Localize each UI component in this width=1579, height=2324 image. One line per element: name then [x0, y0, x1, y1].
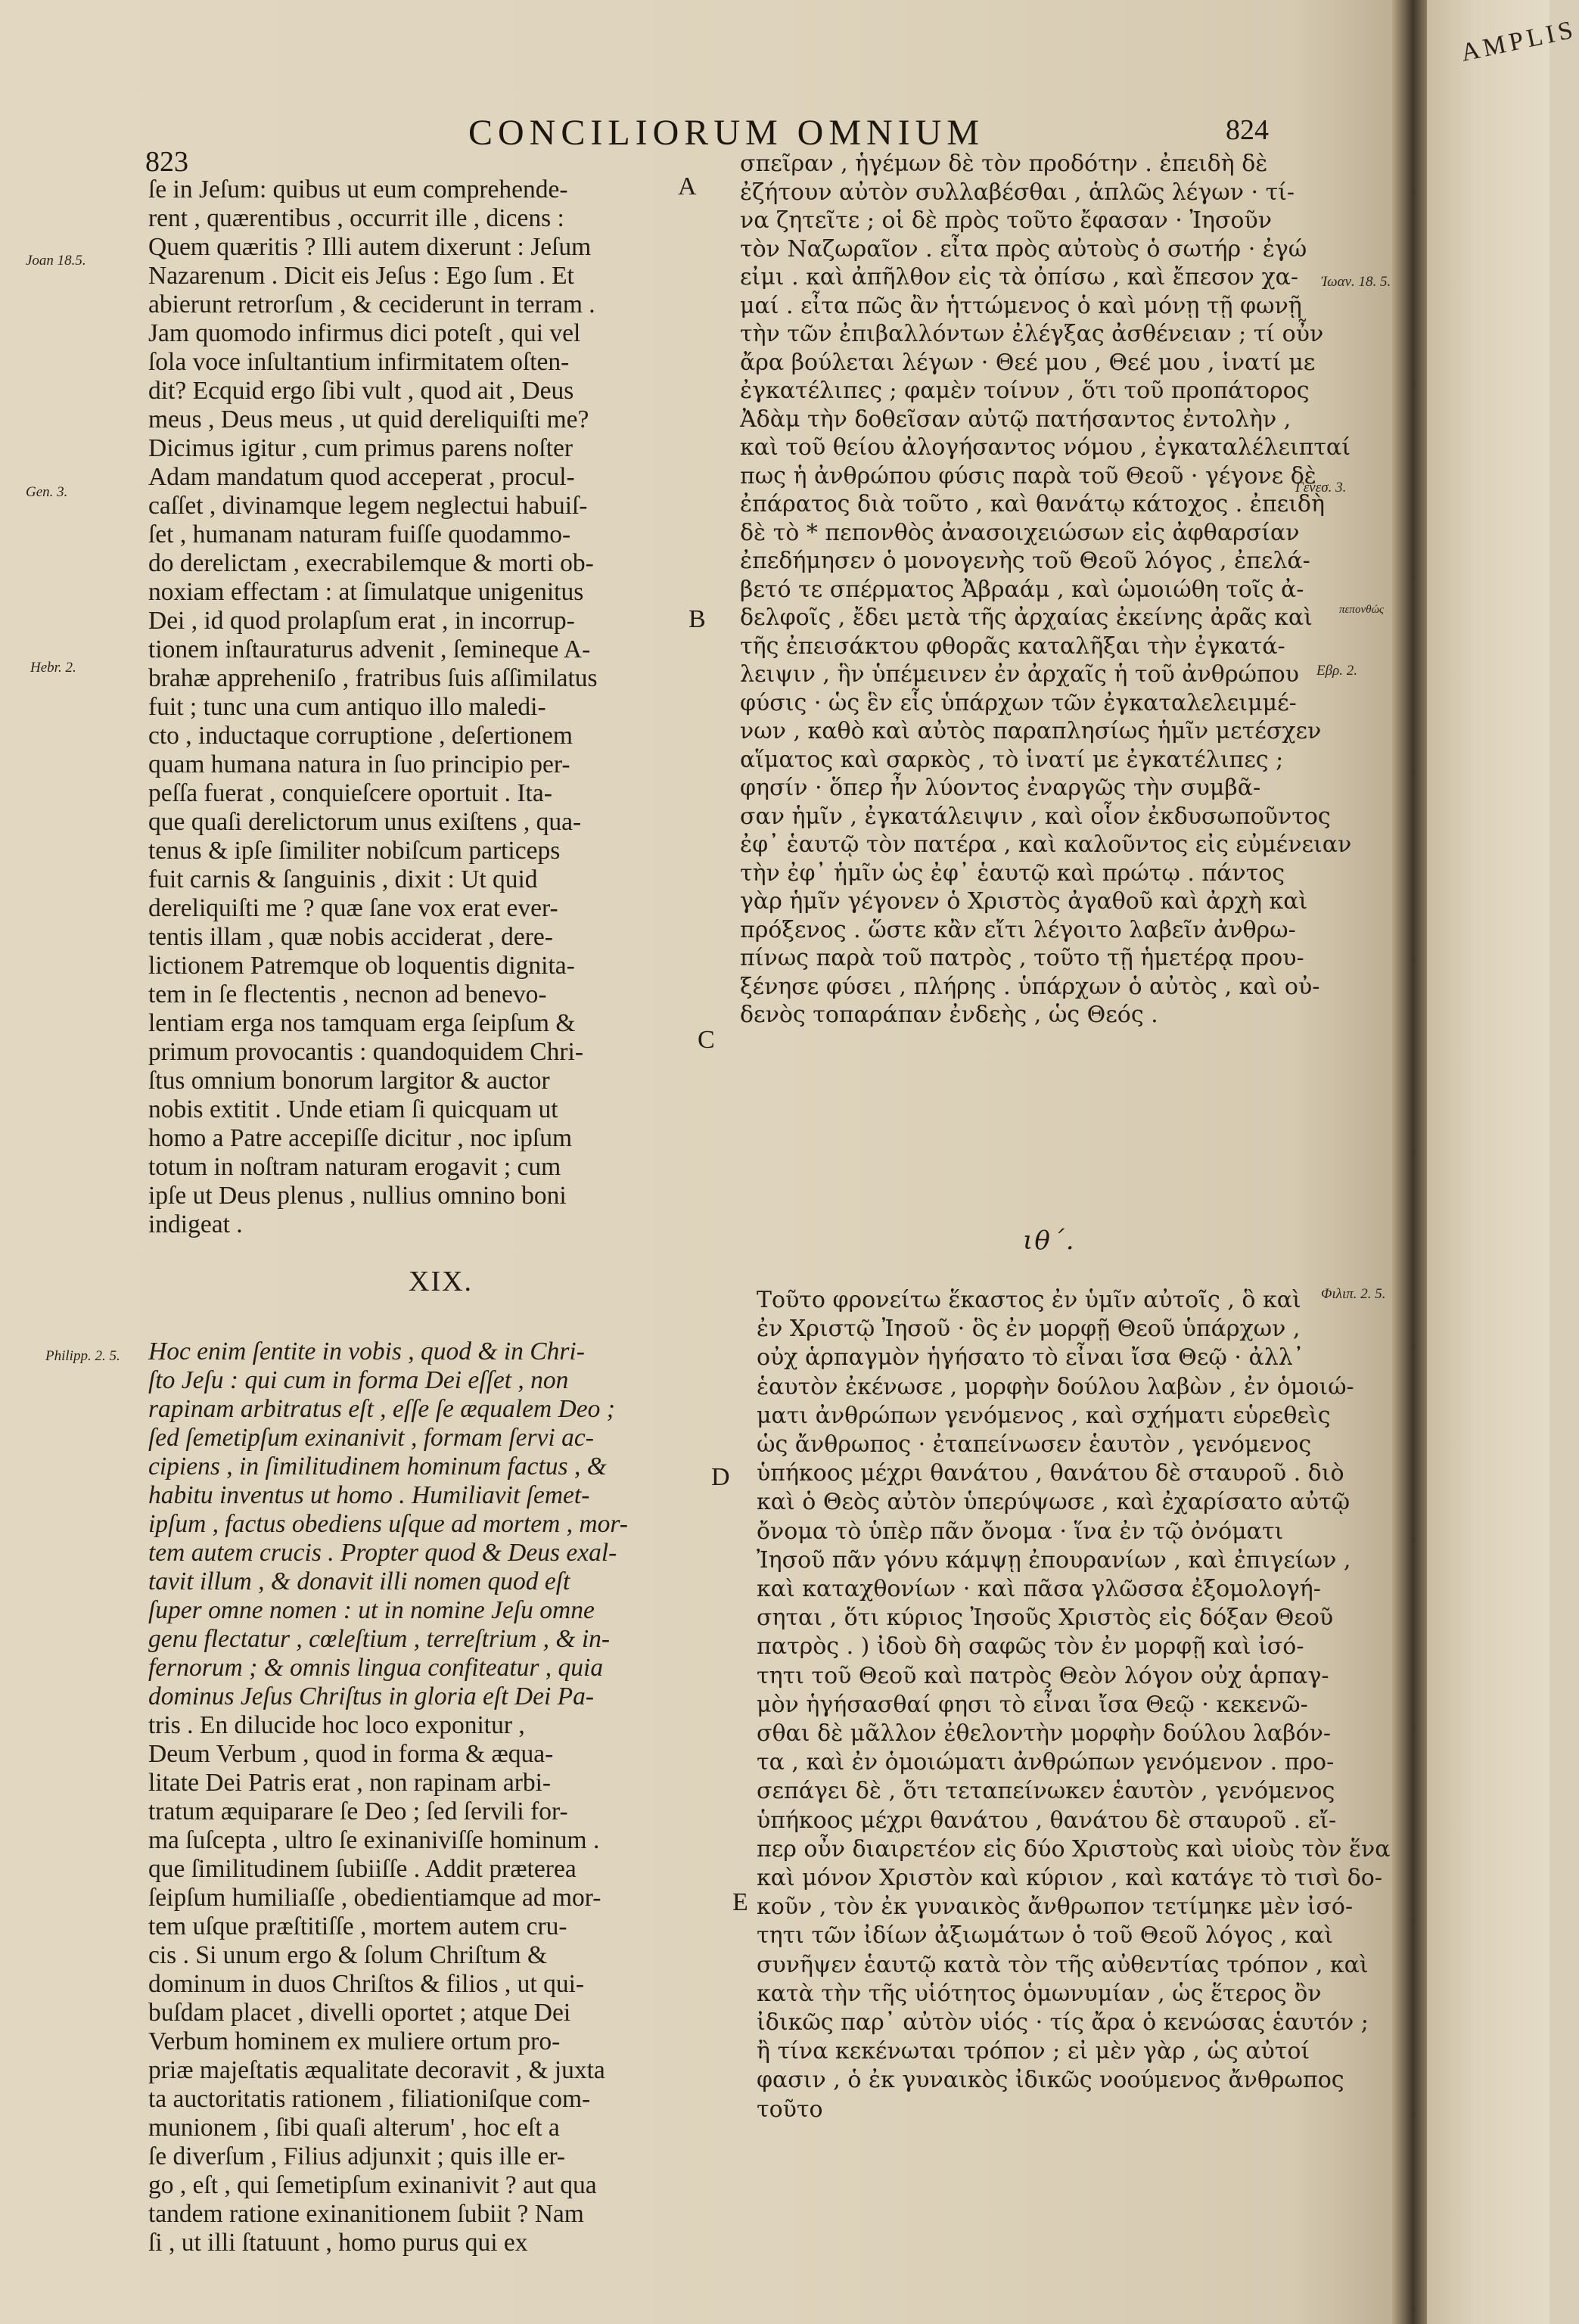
text-line: meus , Deus meus , ut quid dereliquiſti me?: [148, 405, 589, 433]
greek-text-line: ἄρα βούλεται λέγων · Θεέ μου , Θεέ μου , ἱνατί με: [740, 349, 1316, 376]
greek-text-line: μὸν ἡγήσασθαί φησι τὸ εἶναι ἴσα Θεῷ · κεκενῶ-: [757, 1691, 1308, 1718]
margin-ref-philipp: Philipp. 2. 5.: [45, 1348, 120, 1364]
text-line: peſſa fuerat , conquieſcere oportuit . Ita-: [148, 779, 552, 807]
greek-text-line: δελφοῖς , ἔδει μετὰ τῆς ἀρχαίας ἐκείνης ἀρᾶς καὶ: [740, 604, 1313, 631]
latin-column-bottom: [148, 1338, 712, 2257]
facing-page-edge: [1427, 0, 1579, 2324]
text-line: dereliquiſti me ? quæ ſane vox erat ever-: [148, 894, 558, 922]
greek-text-line: σπεῖραν , ἡγέμων δὲ τὸν προδότην . ἐπειδὴ δὲ: [740, 151, 1268, 177]
text-line: tratum æquiparare ſe Deo ; ſed ſervili for-: [148, 1797, 568, 1825]
margin-ref-greek-penthos: πεπονθώς: [1339, 604, 1385, 616]
margin-ref-joan: Joan 18.5.: [26, 253, 86, 269]
text-line: Nazarenum . Dicit eis Jeſus : Ego ſum . Et: [148, 262, 574, 290]
greek-text-line: περ οὖν διαιρετέον εἰς δύο Χριστοὺς καὶ υἱοὺς τὸν ἕνα: [757, 1835, 1391, 1863]
text-line: ſe diverſum , Filius adjunxit ; quis ille er-: [148, 2142, 566, 2170]
scripture-quote-line: dominus Jeſus Chriſtus in gloria eſt Dei Pa-: [148, 1682, 595, 1710]
scripture-quote-line: cipiens , in ſimilitudinem hominum factus , &: [148, 1452, 607, 1480]
greek-text-line: ὡς ἄνθρωπος · ἐταπείνωσεν ἑαυτὸν , γενόμενος: [757, 1431, 1312, 1459]
text-line: Dicimus igitur , cum primus parens noſter: [148, 434, 573, 462]
text-line: rent , quærentibus , occurrit ille , dicens :: [148, 204, 564, 232]
text-line: munionem , ſibi quaſi alterum' , hoc eſt a: [148, 2114, 560, 2142]
text-line: tenus & ipſe ſimiliter nobiſcum particeps: [148, 837, 561, 865]
text-line: tionem inſtauraturus advenit , ſemineque A-: [148, 635, 591, 663]
greek-text-line: σθαι δὲ μᾶλλον ἐθελοντὴν μορφὴν δούλου λαβόν-: [757, 1720, 1331, 1748]
greek-text-line: κατὰ τὴν τῆς υἱότητος ὁμωνυμίαν , ὡς ἕτερος ὂν: [757, 1980, 1322, 2007]
text-line: Deum Verbum , quod in forma & æqua-: [148, 1740, 554, 1768]
greek-text-line: τὴν τῶν ἐπιβαλλόντων ἐλέγξας ἀσθένειαν ; τί οὖν: [740, 321, 1324, 347]
scripture-quote-line: fernorum ; & omnis lingua confiteatur , quia: [148, 1654, 604, 1682]
greek-text-line: τα , καὶ ἐν ὁμοιώματι ἀνθρώπων γενόμενον . προ-: [757, 1749, 1335, 1776]
text-line: abierunt retrorſum , & ceciderunt in terram .: [148, 290, 595, 318]
greek-text-line: ὑπήκοος μέχρι θανάτου , θανάτου δὲ σταυροῦ . εἴ-: [757, 1807, 1337, 1834]
greek-text-line: ξένησε φύσει , πλήρης . ὑπάρχων ὁ αὐτὸς , καὶ οὐ-: [740, 973, 1320, 1000]
text-line: Verbum hominem ex muliere ortum pro-: [148, 2027, 561, 2055]
text-line: ſi , ut illi ſtatuunt , homo purus qui ex: [148, 2229, 528, 2257]
greek-text-line: φησίν · ὅπερ ἦν λύοντος ἐναργῶς τὴν συμβᾶ-: [740, 775, 1261, 801]
scripture-quote-line: ſuper omne nomen : ut in nomine Jeſu omne: [148, 1596, 595, 1624]
text-line: Quem quæritis ? Illi autem dixerunt : Jeſum: [148, 233, 592, 261]
text-line: cto , inductaque corruptione , deſertionem: [148, 722, 573, 750]
text-line: que quaſi derelictorum unus exiſtens , qua-: [148, 808, 582, 836]
text-line: homo a Patre accepiſſe dicitur , noc ipſum: [148, 1124, 573, 1152]
text-line: quam humana natura in ſuo principio per-: [148, 750, 570, 778]
text-line: Adam mandatum quod acceperat , procul-: [148, 463, 575, 491]
text-line: Jam quomodo infirmus dici poteſt , qui vel: [148, 319, 581, 347]
text-line: primum provocantis : quandoquidem Chri-: [148, 1038, 583, 1066]
text-line: ſet , humanam naturam fuiſſe quodammo-: [148, 520, 571, 548]
text-line: litate Dei Patris erat , non rapinam arbi-: [148, 1769, 552, 1797]
greek-text-line: σεπάγει δὲ , ὅτι τεταπείνωκεν ἑαυτὸν , γενόμενος: [757, 1778, 1335, 1805]
text-line: dit? Ecquid ergo ſibi vult , quod ait , Deus: [148, 377, 574, 405]
text-line: cis . Si unum ergo & ſolum Chriſtum &: [148, 1941, 548, 1969]
greek-text-line: Ἰησοῦ πᾶν γόνυ κάμψῃ ἐπουρανίων , καὶ ἐπιγείων ,: [757, 1546, 1351, 1574]
text-line: indigeat .: [148, 1210, 243, 1238]
text-line: ipſe ut Deus plenus , nullius omnino boni: [148, 1182, 567, 1210]
greek-text-line: καὶ καταχθονίων · καὶ πᾶσα γλῶσσα ἐξομολογή-: [757, 1576, 1321, 1603]
greek-text-line: ἰδικῶς παρ᾽ αὐτὸν υἱός · τίς ἄρα ὁ κενώσας ἑαυτόν ;: [757, 2009, 1369, 2037]
text-line: noxiam effectam : at ſimulatque unigenitus: [148, 578, 584, 606]
text-line: ſe in Jeſum: quibus ut eum comprehende-: [148, 176, 568, 204]
greek-text-line: νων , καθὸ καὶ αὐτὸς παραπλησίως ἡμῖν μετέσχεν: [740, 718, 1322, 744]
greek-text-line: λειψιν , ἣν ὑπέμεινεν ἐν ἀρχαῖς ἡ τοῦ ἀνθρώπου: [740, 661, 1299, 688]
greek-text-line: ἐν Χριστῷ Ἰησοῦ · ὃς ἐν μορφῇ Θεοῦ ὑπάρχων ,: [757, 1316, 1301, 1343]
text-line: lentiam erga nos tamquam erga ſeipſum &: [148, 1009, 576, 1037]
section-number-latin: XIX.: [409, 1266, 474, 1297]
section-number-greek: ιθ΄.: [1023, 1226, 1076, 1256]
scripture-quote-line: Hoc enim ſentite in vobis , quod & in Chri-: [148, 1338, 585, 1366]
greek-text-line: τητι τοῦ Θεοῦ καὶ πατρὸς Θεὸν λόγον οὐχ ἁρπαγ-: [757, 1662, 1329, 1689]
text-line: tris . En dilucide hoc loco exponitur ,: [148, 1711, 525, 1739]
margin-ref-greek-gen: Γενεσ. 3.: [1295, 480, 1347, 496]
text-line: dominum in duos Chriſtos & filios , ut qui-: [148, 1970, 585, 1998]
greek-text-line: πρόξενος . ὥστε κἂν εἴτι λέγοιτο λαβεῖν ἀνθρω-: [740, 916, 1296, 943]
margin-ref-gen: Gen. 3.: [26, 484, 68, 500]
margin-letter-a: A: [678, 172, 697, 200]
page-number-left: 823: [145, 146, 188, 178]
greek-text-line: τὸν Ναζωραῖον . εἶτα πρὸς αὐτοὺς ὁ σωτήρ · ἐγώ: [740, 235, 1307, 263]
greek-text-line: οὐχ ἁρπαγμὸν ἡγήσατο τὸ εἶναι ἴσα Θεῷ · ἀλλ᾽: [757, 1344, 1304, 1372]
greek-text-line: ἐπάρατος διὰ τοῦτο , καὶ θανάτῳ κάτοχος . ἐπειδὴ: [740, 491, 1325, 517]
greek-text-line: πως ἡ ἀνθρώπου φύσις παρὰ τοῦ Θεοῦ · γέγονε δὲ: [740, 462, 1316, 489]
text-line: nobis extitit . Unde etiam ſi quicquam ut: [148, 1095, 558, 1123]
greek-text-line: πίνως παρὰ τοῦ πατρὸς , τοῦτο τῇ ἡμετέρᾳ πρου-: [740, 945, 1304, 971]
greek-text-line: αἵματος καὶ σαρκὸς , τὸ ἱνατί με ἐγκατέλιπες ;: [740, 746, 1284, 773]
scripture-quote-line: rapinam arbitratus eſt , eſſe ſe æqualem Deo ;: [148, 1395, 615, 1423]
text-line: lictionem Patremque ob loquentis dignita-: [148, 952, 575, 980]
greek-text-line: κοῦν , τὸν ἐκ γυναικὸς ἄνθρωπον τετίμηκε μὲν ἰσό-: [757, 1894, 1354, 1921]
text-line: ſtus omnium bonorum largitor & auctor: [148, 1067, 550, 1095]
greek-text-line: δὲ τὸ * πεπονθὸς ἀνασοιχειώσων εἰς ἀφθαρσίαν: [740, 519, 1300, 546]
text-line: priæ majeſtatis æqualitate decoravit , & juxta: [148, 2056, 605, 2084]
page-number-right: 824: [1226, 114, 1269, 146]
greek-text-line: ὑπήκοος μέχρι θανάτου , θανάτου δὲ σταυροῦ . διὸ: [757, 1460, 1344, 1487]
text-line: buſdam placet , divelli oportet ; atque Dei: [148, 1999, 571, 2027]
greek-text-line: καὶ μόνον Χριστὸν καὶ κύριον , καὶ κατάγε τὸ τισὶ δο-: [757, 1865, 1382, 1892]
text-line: tem uſque præſtitiſſe , mortem autem cru-: [148, 1912, 567, 1940]
scripture-quote-line: habitu inventus ut homo . Humiliavit ſemet-: [148, 1481, 590, 1509]
text-line: Dei , id quod prolapſum erat , in incorrup-: [148, 607, 575, 635]
scripture-quote-line: ipſum , factus obediens uſque ad mortem , mor-: [148, 1510, 628, 1538]
book-gutter: [1392, 0, 1427, 2324]
scripture-quote-line: tem autem crucis . Propter quod & Deus exal-: [148, 1539, 617, 1567]
greek-text-line: τὴν ἐφ᾽ ἡμῖν ὡς ἐφ᾽ ἑαυτῷ καὶ πρώτῳ . πάντος: [740, 859, 1285, 887]
scripture-quote-line: ſed ſemetipſum exinanivit , formam ſervi ac-: [148, 1424, 594, 1452]
greek-text-line: ἐζήτουν αὐτὸν συλλαβέσθαι , ἁπλῶς λέγων · τί-: [740, 179, 1295, 206]
greek-text-line: τοῦτο: [757, 2096, 823, 2123]
text-line: ma ſuſcepta , ultro ſe exinaniviſſe hominum .: [148, 1826, 600, 1854]
greek-text-line: ἐπεδήμησεν ὁ μονογενὴς τοῦ Θεοῦ λόγος , ἐπελά-: [740, 548, 1310, 574]
greek-text-line: πατρὸς . ) ἰδοὺ δὴ σαφῶς τὸν ἐν μορφῇ καὶ ἰσό-: [757, 1633, 1304, 1661]
text-line: do derelictam , execrabilemque & morti ob-: [148, 549, 594, 577]
text-line: tentis illam , quæ nobis acciderat , dere-: [148, 923, 553, 951]
text-line: tandem ratione exinanitionem ſubiit ? Nam: [148, 2200, 584, 2228]
greek-text-line: σαν ἡμῖν , ἐγκατάλειψιν , καὶ οἷον ἐκδυσωποῦντος: [740, 803, 1331, 830]
greek-text-line: φασιν , ὁ ἐκ γυναικὸς ἰδικῶς νοούμενος ἄνθρωπος: [757, 2067, 1344, 2094]
text-line: caſſet , divinamque legem neglectui habuiſ-: [148, 492, 588, 520]
greek-text-line: Τοῦτο φρονείτω ἕκαστος ἐν ὑμῖν αὐτοῖς , ὃ καὶ: [757, 1287, 1301, 1313]
running-header: CONCILIORUM OMNIUM: [468, 113, 984, 153]
greek-text-line: ἑαυτὸν ἐκένωσε , μορφὴν δούλου λαβὼν , ἐν ὁμοιώ-: [757, 1373, 1354, 1400]
text-line: tem in ſe flectentis , necnon ad benevo-: [148, 980, 547, 1008]
greek-text-line: ματι ἀνθρώπων γενόμενος , καὶ σχήματι εὑρεθεὶς: [757, 1402, 1331, 1429]
greek-text-line: ἐφ᾽ ἑαυτῷ τὸν πατέρα , καὶ καλοῦντος εἰς εὐμένειαν: [740, 831, 1352, 858]
scripture-quote-line: ſto Jeſu : qui cum in forma Dei eſſet , non: [148, 1366, 569, 1394]
facing-page-header: AMPLIS: [1458, 15, 1579, 67]
scripture-quote-line: genu flectatur , cœleſtium , terreſtrium , & in-: [148, 1625, 611, 1653]
greek-text-line: φύσις · ὡς ἓν εἷς ὑπάρχων τῶν ἐγκαταλελειμμέ-: [740, 689, 1297, 716]
greek-text-line: καὶ ὁ Θεὸς αὐτὸν ὑπερύψωσε , καὶ ἐχαρίσατο αὐτῷ: [757, 1489, 1351, 1516]
greek-text-line: τῆς ἐπεισάκτου φθορᾶς καταλῆξαι τὴν ἐγκατά-: [740, 632, 1285, 660]
greek-text-line: ὄνομα τὸ ὑπὲρ πᾶν ὄνομα · ἵνα ἐν τῷ ὀνόματι: [757, 1518, 1284, 1545]
text-line: go , eſt , qui ſemetipſum exinanivit ? aut qua: [148, 2171, 597, 2199]
greek-column-bottom: [757, 1286, 1391, 2124]
greek-column-top: [740, 150, 1352, 1030]
margin-letter-c: C: [698, 1026, 715, 1054]
greek-text-line: καὶ τοῦ θείου ἀλογήσαντος νόμου , ἐγκαταλέλειπταί: [740, 434, 1351, 461]
margin-ref-greek-joan: Ἰωαν. 18. 5.: [1321, 274, 1391, 290]
text-line: ſeipſum humiliaſſe , obedientiamque ad mor-: [148, 1884, 601, 1912]
greek-text-line: ἢ τίνα κεκένωται τρόπον ; εἰ μὲν γὰρ , ὡς αὐτοί: [757, 2038, 1310, 2065]
greek-text-line: συνῆψεν ἑαυτῷ κατὰ τὸν τῆς αὐθεντίας τρόπον , καὶ: [757, 1951, 1369, 1978]
scripture-quote-line: tavit illum , & donavit illi nomen quod eſt: [148, 1567, 570, 1595]
text-line: totum in noſtram naturam erogavit ; cum: [148, 1153, 561, 1181]
greek-text-line: δενὸς τοπαράπαν ἐνδεὴς , ὡς Θεός .: [740, 1002, 1158, 1028]
margin-ref-greek-hebr: Εβρ. 2.: [1316, 663, 1357, 679]
text-line: fuit ; tunc una cum antiquo illo maledi-: [148, 693, 546, 721]
margin-ref-hebr: Hebr. 2.: [30, 660, 76, 676]
margin-letter-b: B: [688, 605, 706, 633]
greek-text-line: μαί . εἶτα πῶς ἂν ἡττώμενος ὁ καὶ μόνῃ τῇ φωνῇ: [740, 292, 1302, 319]
text-line: brahæ appreheniſo , fratribus ſuis aſſimilatus: [148, 664, 598, 692]
text-line: fuit carnis & ſanguinis , dixit : Ut quid: [148, 865, 538, 893]
greek-text-line: εἰμι . καὶ ἀπῆλθον εἰς τὰ ὀπίσω , καὶ ἔπεσον χα-: [740, 264, 1299, 290]
latin-column-top: [148, 176, 708, 1239]
greek-text-line: τητι τῶν ἰδίων ἀξιωμάτων ὁ τοῦ Θεοῦ λόγος , καὶ: [757, 1922, 1333, 1950]
margin-letter-d: D: [711, 1463, 730, 1491]
greek-text-line: ἐγκατέλιπες ; φαμὲν τοίνυν , ὅτι τοῦ προπάτορος: [740, 377, 1310, 404]
text-line: ta auctoritatis rationem , filiationiſque com-: [148, 2085, 591, 2113]
margin-letter-e: E: [732, 1888, 748, 1916]
greek-text-line: Ἀδὰμ τὴν δοθεῖσαν αὐτῷ πατήσαντος ἐντολὴν ,: [740, 405, 1291, 433]
margin-ref-greek-philipp: Φιλιπ. 2. 5.: [1321, 1286, 1386, 1302]
greek-text-line: γὰρ ἡμῖν γέγονεν ὁ Χριστὸς ἀγαθοῦ καὶ ἀρχὴ καὶ: [740, 888, 1308, 915]
text-line: ſola voce inſultantium infirmitatem oſten-: [148, 348, 570, 376]
greek-text-line: σηται , ὅτι κύριος Ἰησοῦς Χριστὸς εἰς δόξαν Θεοῦ: [757, 1605, 1334, 1632]
greek-text-line: βετό τε σπέρματος Ἀβραάμ , καὶ ὡμοιώθη τοῖς ἀ-: [740, 576, 1304, 603]
text-line: que ſimilitudinem ſubiiſſe . Addit præterea: [148, 1855, 577, 1883]
greek-text-line: να ζητεῖτε ; οἱ δὲ πρὸς τοῦτο ἔφασαν · Ἰησοῦν: [740, 207, 1272, 234]
